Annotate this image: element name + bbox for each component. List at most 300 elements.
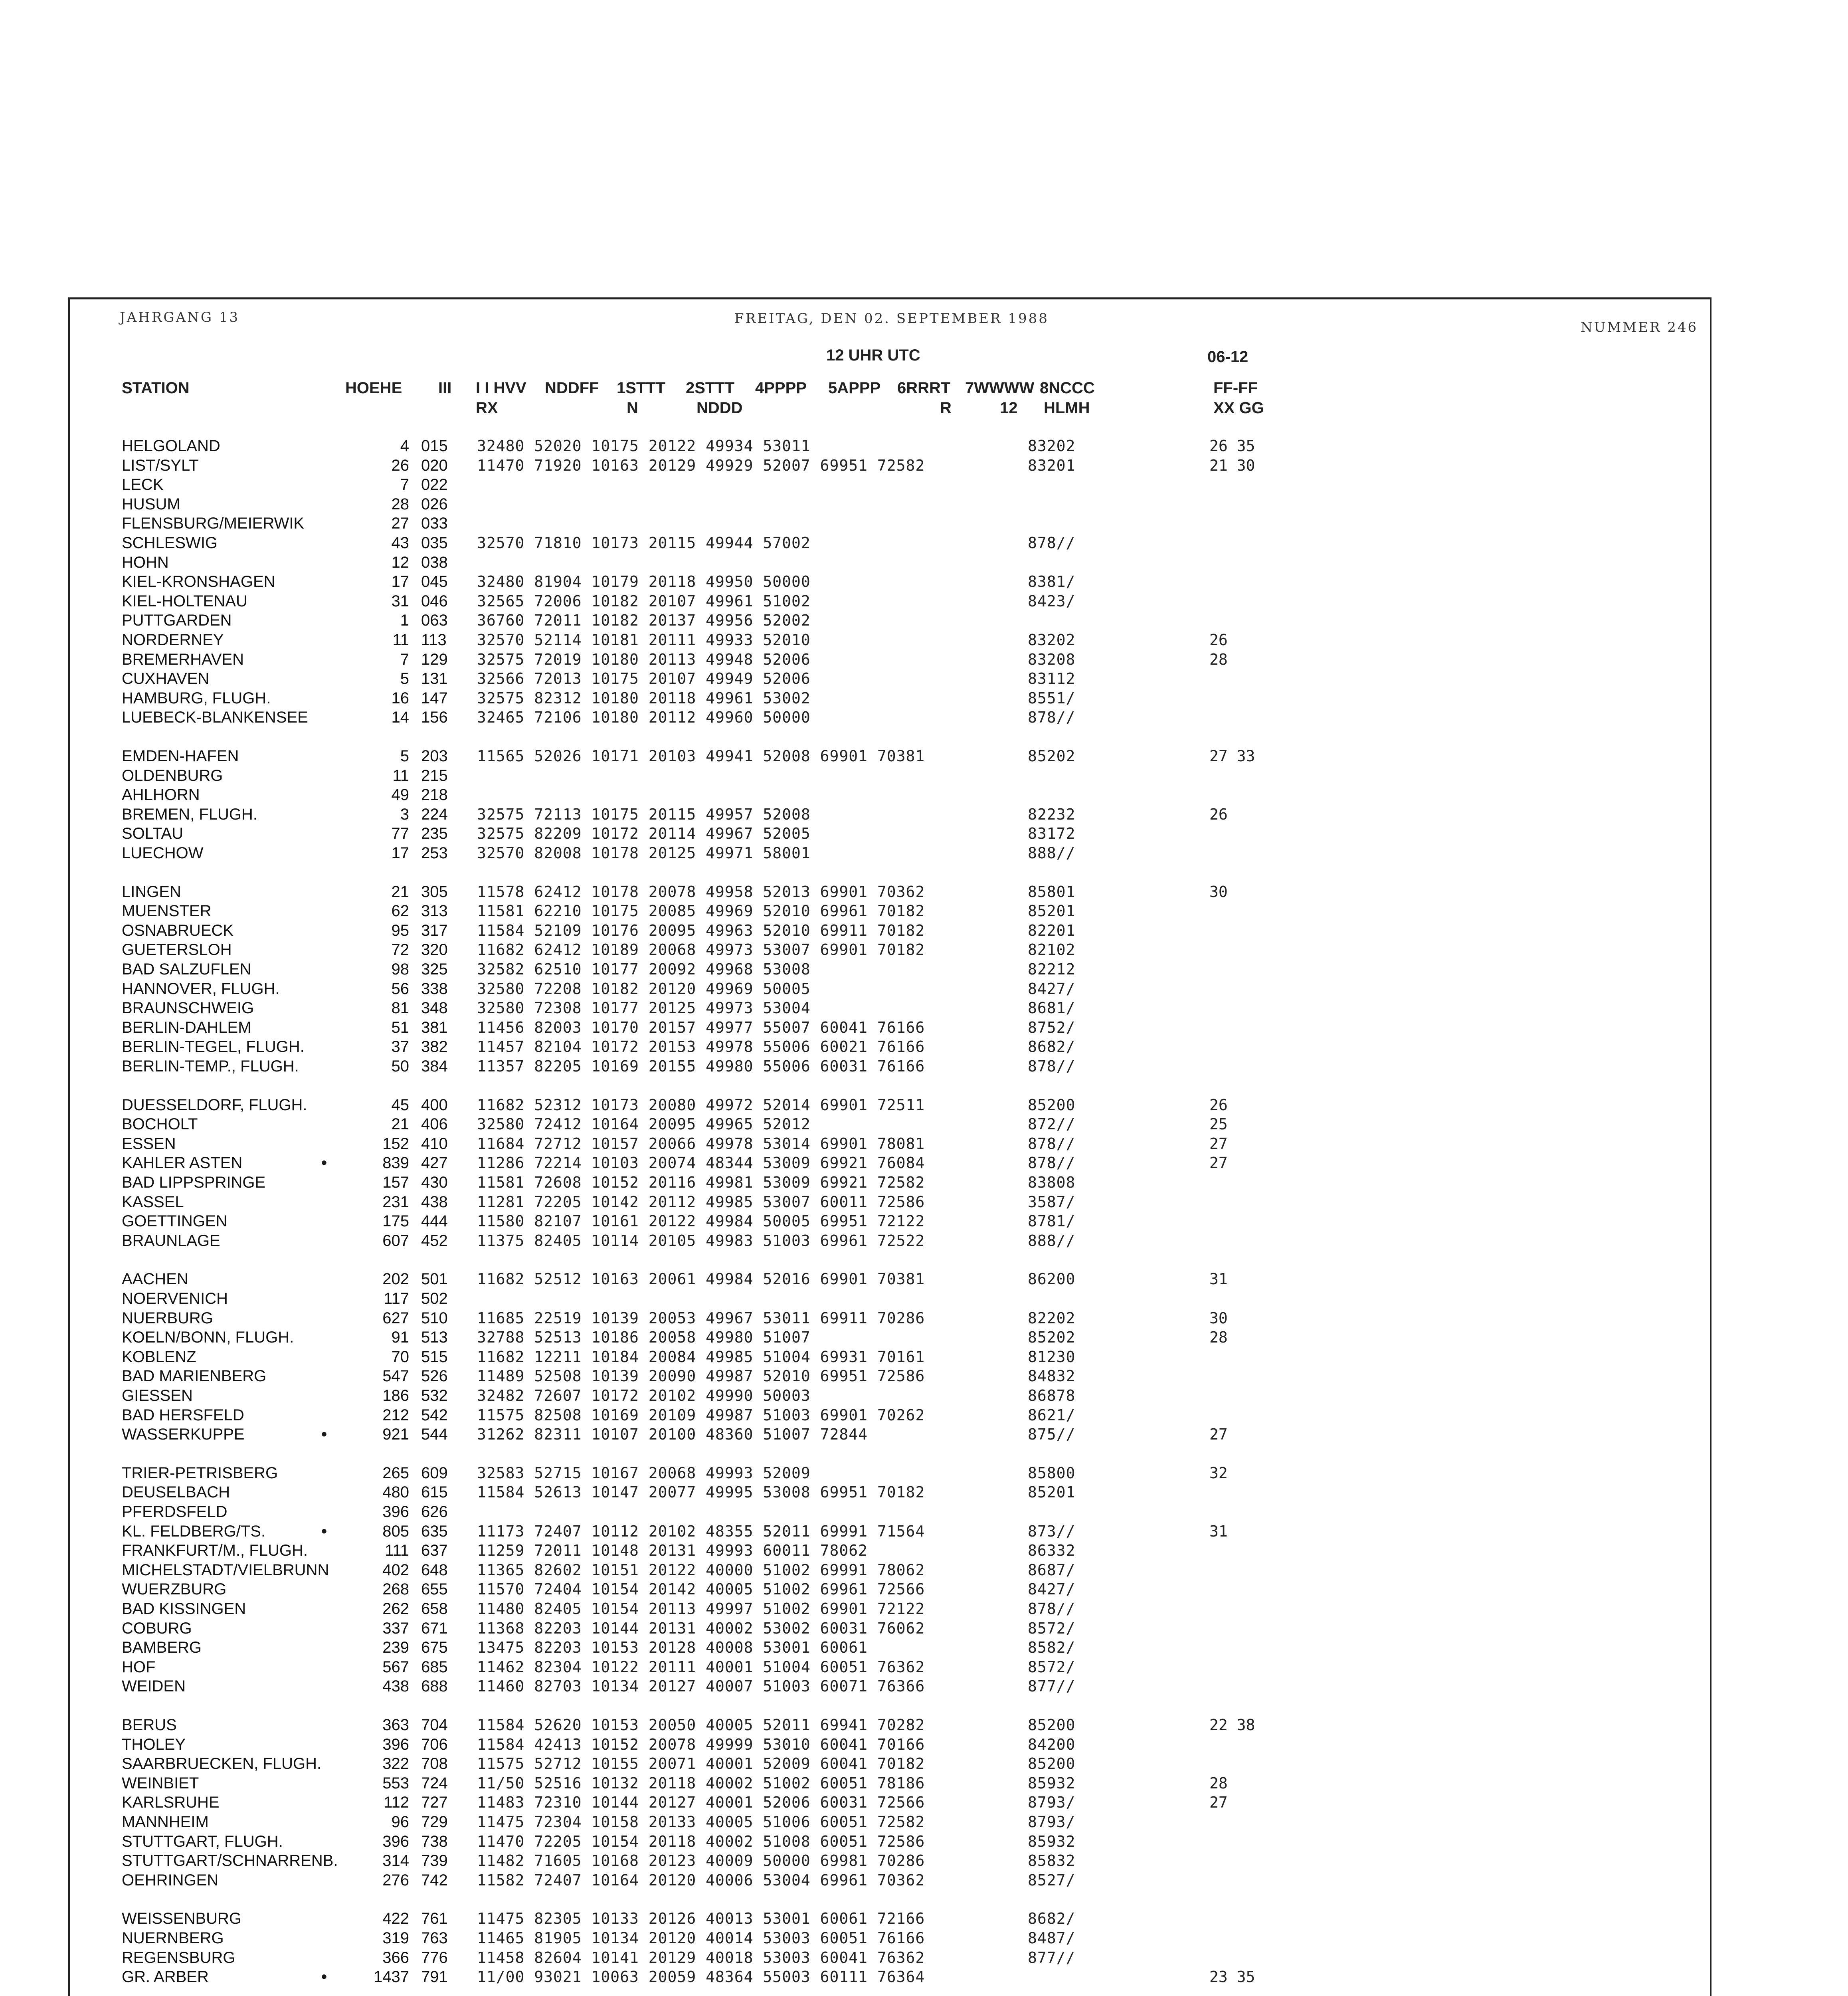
g-gust-values: 30 <box>1209 1309 1228 1327</box>
g-gust-values: 31 <box>1209 1270 1228 1288</box>
f-cloud-group: 8572/ <box>1028 1620 1076 1637</box>
i-station-id: 033 <box>421 515 448 532</box>
s-station-name: TRIER-PETRISBERG <box>122 1464 278 1482</box>
f-cloud-group: 8781/ <box>1028 1212 1076 1230</box>
s-station-name: BOCHOLT <box>122 1115 198 1133</box>
h-height: 98 <box>391 960 409 978</box>
f-cloud-group: 8682/ <box>1028 1038 1076 1055</box>
o-observation-groups: 11581 62210 10175 20085 49969 52010 69961 70182 <box>477 902 925 920</box>
o-observation-groups: 32580 72412 10164 20095 49965 52012 <box>477 1115 811 1133</box>
o-observation-groups: 11465 81905 10134 20120 40014 53003 60051 76166 <box>477 1929 925 1947</box>
s-station-name: NORDERNEY <box>122 631 224 649</box>
s-station-name: WEISSENBURG <box>122 1910 242 1927</box>
h-height: 27 <box>391 515 409 532</box>
f-cloud-group: 86200 <box>1028 1270 1076 1288</box>
o-observation-groups: 32788 52513 10186 20058 49980 51007 <box>477 1329 811 1346</box>
s-station-name: BERLIN-TEGEL, FLUGH. <box>122 1038 305 1055</box>
h-height: 152 <box>382 1135 409 1152</box>
col-nddd: NDDD <box>696 399 743 417</box>
i-station-id: 320 <box>421 941 448 958</box>
f-cloud-group: 878// <box>1028 1135 1076 1152</box>
o-observation-groups: 32480 52020 10175 20122 49934 53011 <box>477 437 811 455</box>
s-station-name: BAD SALZUFLEN <box>122 960 251 978</box>
f-cloud-group: 83112 <box>1028 670 1076 687</box>
f-cloud-group: 82232 <box>1028 806 1076 823</box>
o-observation-groups: 32575 82312 10180 20118 49961 53002 <box>477 689 811 707</box>
f-cloud-group: 875// <box>1028 1426 1076 1443</box>
m-mountain-marker: • <box>321 1968 327 1986</box>
o-observation-groups: 11581 72608 10152 20116 49981 53009 69921 72582 <box>477 1174 925 1191</box>
o-observation-groups: 11682 62412 10189 20068 49973 53007 69901 70182 <box>477 941 925 958</box>
volume-label: JAHRGANG 13 <box>120 309 240 325</box>
o-observation-groups: 32482 72607 10172 20102 49990 50003 <box>477 1387 811 1404</box>
s-station-name: FRANKFURT/M., FLUGH. <box>122 1542 308 1559</box>
i-station-id: 235 <box>421 825 448 842</box>
i-station-id: 515 <box>421 1348 448 1366</box>
o-observation-groups: 11578 62412 10178 20078 49958 52013 69901 70362 <box>477 883 925 901</box>
h-height: 17 <box>391 844 409 862</box>
i-station-id: 542 <box>421 1406 448 1424</box>
h-height: 77 <box>391 825 409 842</box>
h-height: 51 <box>391 1019 409 1036</box>
col-12: 12 <box>1000 399 1018 417</box>
o-observation-groups: 11575 82508 10169 20109 49987 51003 69901 70262 <box>477 1406 925 1424</box>
i-station-id: 671 <box>421 1620 448 1637</box>
s-station-name: MUENSTER <box>122 902 212 920</box>
f-cloud-group: 86332 <box>1028 1542 1076 1559</box>
h-height: 81 <box>391 999 409 1017</box>
s-station-name: COBURG <box>122 1620 192 1637</box>
o-observation-groups: 32570 52114 10181 20111 49933 52010 <box>477 631 811 649</box>
o-observation-groups: 13475 82203 10153 20128 40008 53001 60061 <box>477 1639 868 1656</box>
i-station-id: 704 <box>421 1716 448 1734</box>
h-height: 17 <box>391 573 409 590</box>
o-observation-groups: 11685 22519 10139 20053 49967 53011 69911 70286 <box>477 1309 925 1327</box>
col-2sttt: 2STTT <box>686 379 735 397</box>
s-station-name: KARLSRUHE <box>122 1794 220 1811</box>
i-station-id: 218 <box>421 786 448 804</box>
h-height: 21 <box>391 1115 409 1133</box>
f-cloud-group: 8427/ <box>1028 1580 1076 1598</box>
f-cloud-group: 8527/ <box>1028 1871 1076 1889</box>
h-height: 627 <box>382 1309 409 1327</box>
s-station-name: STUTTGART/SCHNARRENB. <box>122 1852 338 1869</box>
s-station-name: HUSUM <box>122 495 180 513</box>
i-station-id: 729 <box>421 1813 448 1831</box>
f-cloud-group: 8793/ <box>1028 1794 1076 1811</box>
i-station-id: 635 <box>421 1523 448 1540</box>
o-observation-groups: 11460 82703 10134 20127 40007 51003 60071 76366 <box>477 1677 925 1695</box>
m-mountain-marker: • <box>321 1426 327 1443</box>
h-height: 5 <box>400 670 409 687</box>
f-cloud-group: 878// <box>1028 1057 1076 1075</box>
i-station-id: 742 <box>421 1871 448 1889</box>
f-cloud-group: 85200 <box>1028 1716 1076 1734</box>
i-station-id: 438 <box>421 1193 448 1211</box>
f-cloud-group: 85201 <box>1028 1483 1076 1501</box>
o-observation-groups: 11584 42413 10152 20078 49999 53010 60041 70166 <box>477 1736 925 1753</box>
o-observation-groups: 32465 72106 10180 20112 49960 50000 <box>477 709 811 726</box>
f-cloud-group: 877// <box>1028 1949 1076 1966</box>
g-gust-values: 27 <box>1209 1794 1228 1811</box>
f-cloud-group: 85932 <box>1028 1833 1076 1850</box>
i-station-id: 015 <box>421 437 448 455</box>
f-cloud-group: 82212 <box>1028 960 1076 978</box>
o-observation-groups: 11682 12211 10184 20084 49985 51004 69931 70161 <box>477 1348 925 1366</box>
h-height: 396 <box>382 1503 409 1521</box>
f-cloud-group: 83208 <box>1028 651 1076 668</box>
i-station-id: 724 <box>421 1774 448 1792</box>
col-n: N <box>627 399 638 417</box>
h-height: 11 <box>392 767 409 784</box>
i-station-id: 038 <box>421 554 448 571</box>
i-station-id: 776 <box>421 1949 448 1966</box>
g-gust-values: 26 <box>1209 631 1228 649</box>
i-station-id: 626 <box>421 1503 448 1521</box>
s-station-name: BRAUNLAGE <box>122 1232 220 1249</box>
f-cloud-group: 8621/ <box>1028 1406 1076 1424</box>
s-station-name: KOBLENZ <box>122 1348 196 1366</box>
o-observation-groups: 11365 82602 10151 20122 40000 51002 69991 78062 <box>477 1561 925 1579</box>
i-station-id: 502 <box>421 1290 448 1307</box>
f-cloud-group: 877// <box>1028 1677 1076 1695</box>
f-cloud-group: 85200 <box>1028 1755 1076 1772</box>
i-station-id: 382 <box>421 1038 448 1055</box>
o-observation-groups: 32575 72113 10175 20115 49957 52008 <box>477 806 811 823</box>
f-cloud-group: 83201 <box>1028 457 1076 474</box>
i-station-id: 609 <box>421 1464 448 1482</box>
h-height: 805 <box>382 1523 409 1540</box>
h-height: 607 <box>382 1232 409 1249</box>
o-observation-groups: 11375 82405 10114 20105 49983 51003 69961 72522 <box>477 1232 925 1249</box>
h-height: 7 <box>400 476 409 493</box>
s-station-name: HOHN <box>122 554 169 571</box>
h-height: 56 <box>391 980 409 998</box>
g-gust-values: 26 <box>1209 806 1228 823</box>
g-gust-values: 25 <box>1209 1115 1228 1133</box>
s-station-name: HOF <box>122 1658 156 1676</box>
h-height: 396 <box>382 1833 409 1850</box>
h-height: 547 <box>382 1367 409 1385</box>
s-station-name: GR. ARBER <box>122 1968 209 1986</box>
i-station-id: 526 <box>421 1367 448 1385</box>
col-iihvv: I I HVV <box>476 379 526 397</box>
s-station-name: BAD KISSINGEN <box>122 1600 246 1618</box>
h-height: 11 <box>392 631 409 649</box>
s-station-name: KL. FELDBERG/TS. <box>122 1523 266 1540</box>
m-mountain-marker: • <box>321 1154 327 1172</box>
h-height: 276 <box>382 1871 409 1889</box>
h-height: 21 <box>391 883 409 901</box>
h-height: 1 <box>400 612 409 629</box>
i-station-id: 648 <box>421 1561 448 1579</box>
h-height: 43 <box>391 534 409 552</box>
h-height: 231 <box>382 1193 409 1211</box>
h-height: 438 <box>382 1677 409 1695</box>
f-cloud-group: 8752/ <box>1028 1019 1076 1036</box>
i-station-id: 156 <box>421 709 448 726</box>
f-cloud-group: 888// <box>1028 844 1076 862</box>
f-cloud-group: 85202 <box>1028 747 1076 765</box>
o-observation-groups: 11470 71920 10163 20129 49929 52007 69951 72582 <box>477 457 925 474</box>
f-cloud-group: 8551/ <box>1028 689 1076 707</box>
f-cloud-group: 82202 <box>1028 1309 1076 1327</box>
f-cloud-group: 878// <box>1028 1154 1076 1172</box>
o-observation-groups: 11475 72304 10158 20133 40005 51006 60051 72582 <box>477 1813 925 1831</box>
o-observation-groups: 11584 52620 10153 20050 40005 52011 69941 70282 <box>477 1716 925 1734</box>
i-station-id: 510 <box>421 1309 448 1327</box>
s-station-name: BRAUNSCHWEIG <box>122 999 254 1017</box>
s-station-name: GUETERSLOH <box>122 941 232 958</box>
o-observation-groups: 32582 62510 10177 20092 49968 53008 <box>477 960 811 978</box>
h-height: 157 <box>382 1174 409 1191</box>
col-hlmh: HLMH <box>1044 399 1090 417</box>
s-station-name: LUEBECK-BLANKENSEE <box>122 709 308 726</box>
i-station-id: 313 <box>421 902 448 920</box>
o-observation-groups: 32565 72006 10182 20107 49961 51002 <box>477 592 811 610</box>
s-station-name: WUERZBURG <box>122 1580 227 1598</box>
o-observation-groups: 11483 72310 10144 20127 40001 52006 60031 72566 <box>477 1794 925 1811</box>
s-station-name: HAMBURG, FLUGH. <box>122 689 271 707</box>
o-observation-groups: 11/50 52516 10132 20118 40002 51002 60051 78186 <box>477 1774 925 1792</box>
col-r: R <box>940 399 952 417</box>
s-station-name: ESSEN <box>122 1135 176 1152</box>
f-cloud-group: 873// <box>1028 1523 1076 1540</box>
s-station-name: SAARBRUECKEN, FLUGH. <box>122 1755 322 1772</box>
s-station-name: AHLHORN <box>122 786 200 804</box>
f-cloud-group: 8681/ <box>1028 999 1076 1017</box>
s-station-name: KIEL-HOLTENAU <box>122 592 247 610</box>
o-observation-groups: 32575 72019 10180 20113 49948 52006 <box>477 651 811 668</box>
f-cloud-group: 8427/ <box>1028 980 1076 998</box>
col-7wwww: 7WWWW <box>965 379 1035 397</box>
g-gust-values: 26 <box>1209 1096 1228 1114</box>
g-gust-values: 21 30 <box>1209 457 1255 474</box>
g-gust-values: 28 <box>1209 1329 1228 1346</box>
h-height: 262 <box>382 1600 409 1618</box>
o-observation-groups: 11470 72205 10154 20118 40002 51008 60051 72586 <box>477 1833 925 1850</box>
h-height: 111 <box>385 1542 409 1559</box>
s-station-name: OEHRINGEN <box>122 1871 219 1889</box>
h-height: 337 <box>382 1620 409 1637</box>
i-station-id: 224 <box>421 806 448 823</box>
h-height: 28 <box>391 495 409 513</box>
i-station-id: 325 <box>421 960 448 978</box>
o-observation-groups: 11575 52712 10155 20071 40001 52009 60041 70182 <box>477 1755 925 1772</box>
time-label: 12 UHR UTC <box>826 347 920 364</box>
h-height: 402 <box>382 1561 409 1579</box>
g-gust-values: 23 35 <box>1209 1968 1255 1986</box>
o-observation-groups: 11482 71605 10168 20123 40009 50000 69981 70286 <box>477 1852 925 1869</box>
h-height: 37 <box>391 1038 409 1055</box>
o-observation-groups: 32583 52715 10167 20068 49993 52009 <box>477 1464 811 1482</box>
i-station-id: 410 <box>421 1135 448 1152</box>
h-height: 26 <box>391 457 409 474</box>
o-observation-groups: 32566 72013 10175 20107 49949 52006 <box>477 670 811 687</box>
o-observation-groups: 11/00 93021 10063 20059 48364 55003 60111 76364 <box>477 1968 925 1986</box>
h-height: 5 <box>400 747 409 765</box>
i-station-id: 444 <box>421 1212 448 1230</box>
s-station-name: HANNOVER, FLUGH. <box>122 980 280 998</box>
f-cloud-group: 84200 <box>1028 1736 1076 1753</box>
f-cloud-group: 8682/ <box>1028 1910 1076 1927</box>
h-height: 14 <box>391 709 409 726</box>
h-height: 567 <box>382 1658 409 1676</box>
g-gust-values: 31 <box>1209 1523 1228 1540</box>
h-height: 319 <box>382 1929 409 1947</box>
s-station-name: WEIDEN <box>122 1677 186 1695</box>
g-gust-values: 22 38 <box>1209 1716 1255 1734</box>
f-cloud-group: 85932 <box>1028 1774 1076 1792</box>
f-cloud-group: 8423/ <box>1028 592 1076 610</box>
h-height: 480 <box>382 1483 409 1501</box>
o-observation-groups: 11173 72407 10112 20102 48355 52011 69991 71564 <box>477 1523 925 1540</box>
s-station-name: BREMERHAVEN <box>122 651 244 668</box>
i-station-id: 305 <box>421 883 448 901</box>
o-observation-groups: 11570 72404 10154 20142 40005 51002 69961 72566 <box>477 1580 925 1598</box>
f-cloud-group: 85800 <box>1028 1464 1076 1482</box>
i-station-id: 708 <box>421 1755 448 1772</box>
s-station-name: BERLIN-DAHLEM <box>122 1019 251 1036</box>
s-station-name: MICHELSTADT/VIELBRUNN <box>122 1561 329 1579</box>
i-station-id: 131 <box>421 670 448 687</box>
g-gust-values: 27 <box>1209 1426 1228 1443</box>
h-height: 50 <box>391 1057 409 1075</box>
h-height: 212 <box>382 1406 409 1424</box>
o-observation-groups: 11457 82104 10172 20153 49978 55006 60021 76166 <box>477 1038 925 1055</box>
h-height: 553 <box>382 1774 409 1792</box>
i-station-id: 381 <box>421 1019 448 1036</box>
f-cloud-group: 85832 <box>1028 1852 1076 1869</box>
g-gust-values: 26 35 <box>1209 437 1255 455</box>
i-station-id: 658 <box>421 1600 448 1618</box>
h-height: 62 <box>391 902 409 920</box>
f-cloud-group: 3587/ <box>1028 1193 1076 1211</box>
i-station-id: 452 <box>421 1232 448 1249</box>
h-height: 239 <box>382 1639 409 1656</box>
i-station-id: 400 <box>421 1096 448 1114</box>
h-height: 265 <box>382 1464 409 1482</box>
s-station-name: BREMEN, FLUGH. <box>122 806 258 823</box>
i-station-id: 045 <box>421 573 448 590</box>
s-station-name: BERLIN-TEMP., FLUGH. <box>122 1057 299 1075</box>
f-cloud-group: 8582/ <box>1028 1639 1076 1656</box>
col-ff-ff: FF-FF <box>1213 379 1258 397</box>
i-station-id: 046 <box>421 592 448 610</box>
i-station-id: 761 <box>421 1910 448 1927</box>
f-cloud-group: 8487/ <box>1028 1929 1076 1947</box>
i-station-id: 129 <box>421 651 448 668</box>
s-station-name: KAHLER ASTEN <box>122 1154 243 1172</box>
o-observation-groups: 11475 82305 10133 20126 40013 53001 60061 72166 <box>477 1910 925 1927</box>
s-station-name: BAD HERSFELD <box>122 1406 244 1424</box>
f-cloud-group: 85200 <box>1028 1096 1076 1114</box>
h-height: 95 <box>391 922 409 939</box>
i-station-id: 147 <box>421 689 448 707</box>
f-cloud-group: 878// <box>1028 709 1076 726</box>
i-station-id: 675 <box>421 1639 448 1656</box>
f-cloud-group: 82201 <box>1028 922 1076 939</box>
o-observation-groups: 32580 72208 10182 20120 49969 50005 <box>477 980 811 998</box>
h-height: 186 <box>382 1387 409 1404</box>
col-4pppp: 4PPPP <box>755 379 807 397</box>
s-station-name: LUECHOW <box>122 844 204 862</box>
o-observation-groups: 11684 72712 10157 20066 49978 53014 69901 78081 <box>477 1135 925 1152</box>
o-observation-groups: 11456 82003 10170 20157 49977 55007 60041 76166 <box>477 1019 925 1036</box>
i-station-id: 655 <box>421 1580 448 1598</box>
o-observation-groups: 11565 52026 10171 20103 49941 52008 69901 70381 <box>477 747 925 765</box>
f-cloud-group: 872// <box>1028 1115 1076 1133</box>
s-station-name: NOERVENICH <box>122 1290 228 1307</box>
h-height: 49 <box>391 786 409 804</box>
f-cloud-group: 85801 <box>1028 883 1076 901</box>
col-rx: RX <box>476 399 498 417</box>
s-station-name: HELGOLAND <box>122 437 220 455</box>
s-station-name: NUERBURG <box>122 1309 213 1327</box>
s-station-name: KOELN/BONN, FLUGH. <box>122 1329 294 1346</box>
o-observation-groups: 11489 52508 10139 20090 49987 52010 69951 72586 <box>477 1367 925 1385</box>
o-observation-groups: 11480 82405 10154 20113 49997 51002 69901 72122 <box>477 1600 925 1618</box>
s-station-name: WEINBIET <box>122 1774 199 1792</box>
s-station-name: MANNHEIM <box>122 1813 209 1831</box>
h-height: 12 <box>391 554 409 571</box>
h-height: 72 <box>391 941 409 958</box>
h-height: 31 <box>391 592 409 610</box>
i-station-id: 113 <box>421 631 447 649</box>
f-cloud-group: 85202 <box>1028 1329 1076 1346</box>
s-station-name: SOLTAU <box>122 825 184 842</box>
h-height: 7 <box>400 651 409 668</box>
s-station-name: CUXHAVEN <box>122 670 210 687</box>
period-label: 06-12 <box>1207 348 1248 366</box>
i-station-id: 791 <box>421 1968 448 1986</box>
i-station-id: 739 <box>421 1852 448 1869</box>
s-station-name: OLDENBURG <box>122 767 223 784</box>
s-station-name: PFERDSFELD <box>122 1503 228 1521</box>
s-station-name: AACHEN <box>122 1270 188 1288</box>
i-station-id: 338 <box>421 980 448 998</box>
g-gust-values: 27 33 <box>1209 747 1255 765</box>
o-observation-groups: 32570 82008 10178 20125 49971 58001 <box>477 844 811 862</box>
i-station-id: 688 <box>421 1677 448 1695</box>
o-observation-groups: 11584 52613 10147 20077 49995 53008 69951 70182 <box>477 1483 925 1501</box>
h-height: 314 <box>382 1852 409 1869</box>
g-gust-values: 30 <box>1209 883 1228 901</box>
g-gust-values: 27 <box>1209 1135 1228 1152</box>
g-gust-values: 28 <box>1209 651 1228 668</box>
f-cloud-group: 86878 <box>1028 1387 1076 1404</box>
h-height: 4 <box>400 437 409 455</box>
s-station-name: GIESSEN <box>122 1387 193 1404</box>
f-cloud-group: 878// <box>1028 1600 1076 1618</box>
s-station-name: WASSERKUPPE <box>122 1426 245 1443</box>
h-height: 117 <box>384 1290 409 1307</box>
s-station-name: BAD MARIENBERG <box>122 1367 267 1385</box>
s-station-name: KASSEL <box>122 1193 184 1211</box>
col-1sttt: 1STTT <box>617 379 666 397</box>
s-station-name: GOETTINGEN <box>122 1212 228 1230</box>
o-observation-groups: 32575 82209 10172 20114 49967 52005 <box>477 825 811 842</box>
o-observation-groups: 32570 71810 10173 20115 49944 57002 <box>477 534 811 552</box>
o-observation-groups: 11458 82604 10141 20129 40018 53003 60041 76362 <box>477 1949 925 1966</box>
o-observation-groups: 11682 52312 10173 20080 49972 52014 69901 72511 <box>477 1096 925 1114</box>
m-mountain-marker: • <box>321 1523 327 1540</box>
col-xx-gg: XX GG <box>1213 399 1264 417</box>
i-station-id: 035 <box>421 534 448 552</box>
o-observation-groups: 11682 52512 10163 20061 49984 52016 69901 70381 <box>477 1270 925 1288</box>
h-height: 3 <box>400 806 409 823</box>
s-station-name: PUTTGARDEN <box>122 612 232 629</box>
